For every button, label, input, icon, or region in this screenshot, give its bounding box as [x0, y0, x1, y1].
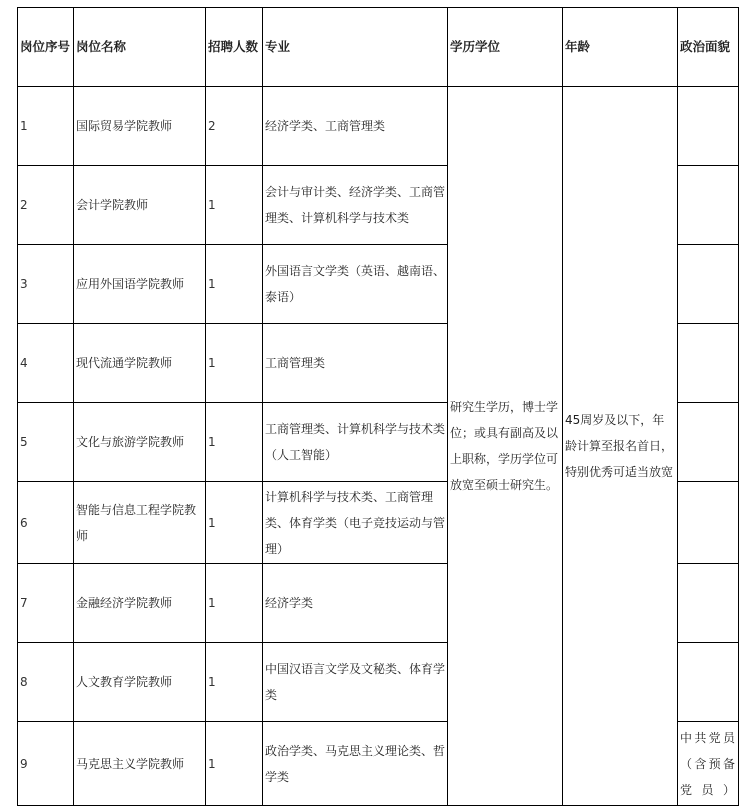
cell-count: 1: [206, 324, 263, 403]
cell-count: 1: [206, 643, 263, 722]
cell-seq: 1: [18, 87, 74, 166]
recruitment-table: [17, 7, 739, 806]
cell-degree-shared: 研究生学历，博士学位；或具有副高及以上职称，学历学位可放宽至硕士研究生。: [448, 87, 563, 806]
cell-seq: 5: [18, 403, 74, 482]
cell-count: 1: [206, 564, 263, 643]
cell-major: 工商管理类、计算机科学与技术类（人工智能）: [263, 403, 448, 482]
cell-count: 1: [206, 166, 263, 245]
cell-politics: [678, 643, 739, 722]
cell-count: 1: [206, 403, 263, 482]
cell-politics: [678, 87, 739, 166]
cell-politics: [678, 482, 739, 564]
cell-seq: 9: [18, 722, 74, 806]
header-major: 专业: [263, 8, 448, 87]
cell-count: 2: [206, 87, 263, 166]
cell-politics: [678, 166, 739, 245]
cell-major: 经济学类: [263, 564, 448, 643]
cell-major: 会计与审计类、经济学类、工商管理类、计算机科学与技术类: [263, 166, 448, 245]
cell-count: 1: [206, 245, 263, 324]
header-count: 招聘人数: [206, 8, 263, 87]
cell-seq: 2: [18, 166, 74, 245]
cell-major: 计算机科学与技术类、工商管理类、体育学类（电子竞技运动与管理）: [263, 482, 448, 564]
cell-major: 中国汉语言文学及文秘类、体育学类: [263, 643, 448, 722]
cell-major: 经济学类、工商管理类: [263, 87, 448, 166]
cell-major: 外国语言文学类（英语、越南语、泰语）: [263, 245, 448, 324]
cell-name: 马克思主义学院教师: [74, 722, 206, 806]
cell-name: 人文教育学院教师: [74, 643, 206, 722]
cell-name: 国际贸易学院教师: [74, 87, 206, 166]
header-age: 年龄: [563, 8, 678, 87]
cell-name: 应用外国语学院教师: [74, 245, 206, 324]
cell-count: 1: [206, 482, 263, 564]
header-politics: 政治面貌: [678, 8, 739, 87]
cell-major: 政治学类、马克思主义理论类、哲学类: [263, 722, 448, 806]
header-seq: 岗位序号: [18, 8, 74, 87]
header-degree: 学历学位: [448, 8, 563, 87]
cell-name: 文化与旅游学院教师: [74, 403, 206, 482]
cell-name: 智能与信息工程学院教师: [74, 482, 206, 564]
cell-politics: [678, 324, 739, 403]
cell-seq: 8: [18, 643, 74, 722]
cell-name: 金融经济学院教师: [74, 564, 206, 643]
cell-major: 工商管理类: [263, 324, 448, 403]
cell-count: 1: [206, 722, 263, 806]
cell-politics: [678, 564, 739, 643]
header-row: [18, 8, 739, 87]
cell-politics: 中共党员（含预备党员）: [678, 722, 739, 806]
cell-politics: [678, 403, 739, 482]
cell-seq: 4: [18, 324, 74, 403]
cell-age-shared: 45周岁及以下，年龄计算至报名首日，特别优秀可适当放宽: [563, 87, 678, 806]
header-name: 岗位名称: [74, 8, 206, 87]
cell-seq: 3: [18, 245, 74, 324]
cell-seq: 7: [18, 564, 74, 643]
table-row: [18, 87, 739, 166]
cell-seq: 6: [18, 482, 74, 564]
cell-politics: [678, 245, 739, 324]
cell-name: 现代流通学院教师: [74, 324, 206, 403]
cell-name: 会计学院教师: [74, 166, 206, 245]
